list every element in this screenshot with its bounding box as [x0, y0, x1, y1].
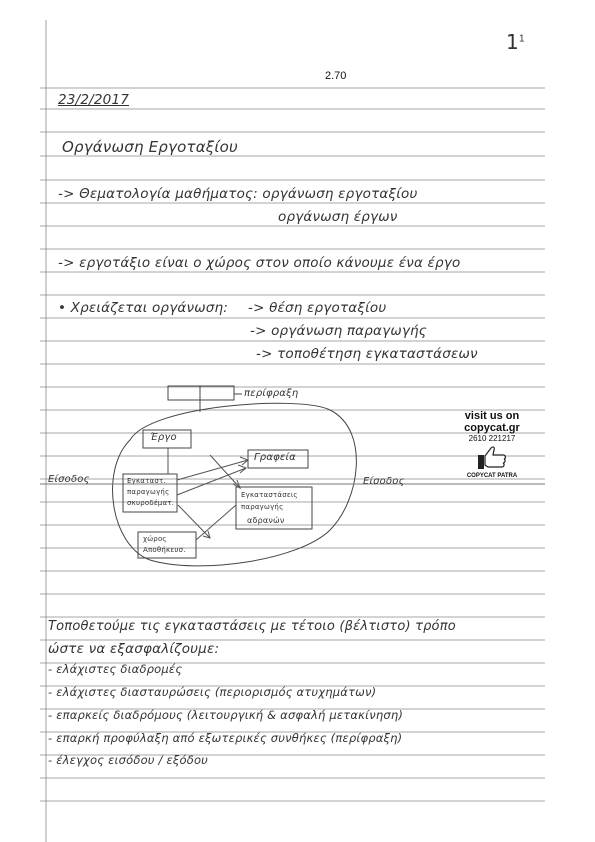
stamp-line2: copycat.gr	[464, 422, 520, 434]
page-mark-sup: 1	[518, 33, 525, 45]
conclusion-item-5: - έλεγχος εισόδου / εξόδου	[48, 753, 209, 767]
copycat-stamp	[452, 410, 532, 479]
entrance-right: Είσοδος	[363, 476, 405, 487]
box-egk-skyr-line1: Εγκαταστ.	[127, 477, 166, 485]
box-egk-skyr-line3: σκυροδέματ.	[127, 499, 175, 507]
page-title: Οργάνωση Εργοταξίου	[62, 138, 238, 156]
topic-line-2: οργάνωση έργων	[278, 209, 398, 225]
date: 23/2/2017	[58, 92, 130, 108]
thumbs-up-icon	[472, 445, 512, 471]
box-egk-adr-line1: Εγκαταστάσεις	[241, 491, 298, 499]
stamp-brand: COPYCAT PATRA	[466, 473, 518, 479]
box-xoros-line1: χώρος	[143, 535, 167, 543]
definition-line: -> εργοτάξιο είναι ο χώρος στον οποίο κάνουμε ένα έργο	[58, 255, 461, 271]
needs-prefix: • Χρειάζεται οργάνωση:	[58, 300, 228, 316]
conclusion-line-1: Τοποθετούμε τις εγκαταστάσεις με τέτοιο (βέλτιστο) τρόπο	[48, 619, 456, 634]
needs-item-2: -> οργάνωση παραγωγής	[250, 323, 427, 339]
box-grafeia-label: Γραφεία	[254, 452, 296, 463]
page-code: 2.70	[325, 70, 347, 82]
conclusion-item-1: - ελάχιστες διαδρομές	[48, 662, 183, 676]
stamp-phone: 2610 221217	[468, 434, 516, 443]
fence-gate	[168, 386, 234, 400]
box-xoros-line2: Αποθήκευσ.	[143, 546, 186, 554]
conclusion-item-2: - ελάχιστες διασταυρώσεις (περιορισμός ατυχημάτων)	[48, 685, 377, 699]
conclusion-item-3: - επαρκείς διαδρόμους (λειτουργική & ασφαλή μετακίνηση)	[48, 708, 404, 722]
box-ergo-label: Έργο	[150, 432, 177, 443]
needs-item-1: -> θέση εργοταξίου	[248, 300, 387, 316]
entrance-left: Είσοδος	[48, 474, 90, 485]
box-egk-adr-line2: παραγωγής	[241, 503, 284, 511]
box-egk-skyr-line2: παραγωγής	[127, 488, 170, 496]
topic-line: -> Θεματολογία μαθήματος: οργάνωση εργοταξίου	[58, 186, 418, 202]
fence-label: περίφραξη	[244, 388, 299, 399]
conclusion-item-4: - επαρκή προφύλαξη από εξωτερικές συνθήκες (περίφραξη)	[48, 731, 403, 745]
conclusion-line-2: ώστε να εξασφαλίζουμε:	[48, 641, 220, 657]
page-mark-number: 1	[506, 30, 519, 54]
box-egk-adr-line3: αδρανών	[247, 516, 285, 525]
needs-item-3: -> τοποθέτηση εγκαταστάσεων	[256, 346, 478, 362]
stamp-line1: visit us on	[464, 410, 520, 422]
